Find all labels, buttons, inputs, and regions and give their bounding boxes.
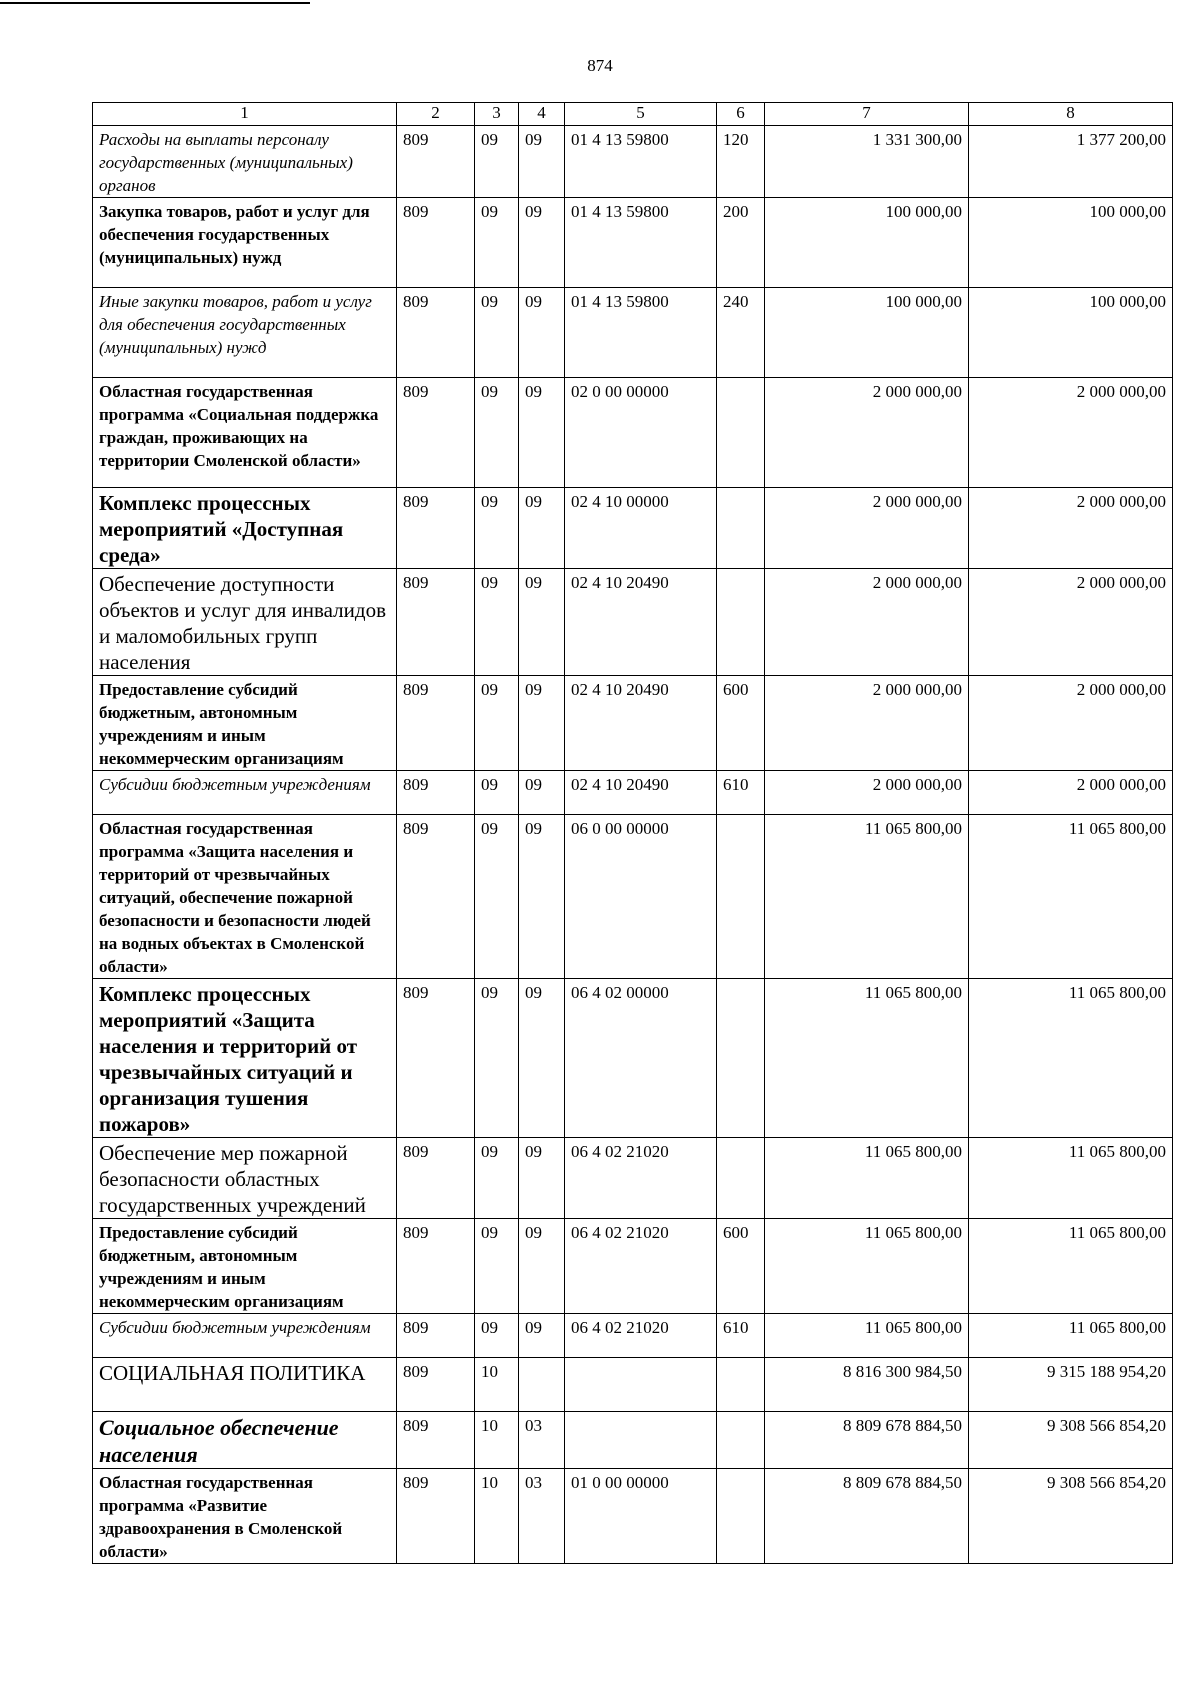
amount-year-2: 9 308 566 854,20 (969, 1412, 1173, 1469)
expense-type-code (717, 1412, 765, 1469)
expense-type-code: 240 (717, 288, 765, 378)
expense-type-code: 200 (717, 198, 765, 288)
subsection-code: 03 (519, 1469, 565, 1564)
target-article-code: 06 4 02 21020 (565, 1314, 717, 1358)
amount-year-1: 8 809 678 884,50 (765, 1469, 969, 1564)
table-body (93, 126, 1173, 1564)
ministry-code: 809 (397, 771, 475, 815)
header-cell: 5 (565, 103, 717, 126)
table-row (93, 1412, 1173, 1469)
table-row (93, 1219, 1173, 1314)
target-article-code: 01 4 13 59800 (565, 126, 717, 198)
ministry-code: 809 (397, 488, 475, 569)
table-row (93, 126, 1173, 198)
expense-type-code (717, 1138, 765, 1219)
subsection-code (519, 1358, 565, 1412)
row-description: Социальное обеспечение населения (93, 1412, 397, 1469)
amount-year-2: 2 000 000,00 (969, 771, 1173, 815)
section-code: 10 (475, 1358, 519, 1412)
amount-year-1: 2 000 000,00 (765, 488, 969, 569)
section-code: 09 (475, 569, 519, 676)
expense-type-code (717, 569, 765, 676)
subsection-code: 09 (519, 771, 565, 815)
table-row (93, 1314, 1173, 1358)
target-article-code: 02 0 00 00000 (565, 378, 717, 488)
header-cell: 6 (717, 103, 765, 126)
amount-year-2: 9 308 566 854,20 (969, 1469, 1173, 1564)
section-code: 09 (475, 1314, 519, 1358)
amount-year-2: 100 000,00 (969, 288, 1173, 378)
amount-year-1: 2 000 000,00 (765, 569, 969, 676)
section-code: 09 (475, 288, 519, 378)
subsection-code: 09 (519, 488, 565, 569)
target-article-code: 06 0 00 00000 (565, 815, 717, 979)
header-cell: 2 (397, 103, 475, 126)
row-description: Комплекс процессных мероприятий «Доступная среда» (93, 488, 397, 569)
expense-type-code (717, 1358, 765, 1412)
top-rule (0, 2, 310, 4)
section-code: 10 (475, 1469, 519, 1564)
target-article-code: 01 4 13 59800 (565, 198, 717, 288)
header-row (93, 103, 1173, 126)
amount-year-2: 1 377 200,00 (969, 126, 1173, 198)
expense-type-code (717, 1469, 765, 1564)
page-number: 874 (587, 56, 613, 75)
header-cell: 7 (765, 103, 969, 126)
amount-year-2: 11 065 800,00 (969, 1219, 1173, 1314)
row-description: Предоставление субсидий бюджетным, автономным учреждениям и иным некоммерческим организациям (93, 1219, 397, 1314)
amount-year-1: 11 065 800,00 (765, 979, 969, 1138)
expense-type-code (717, 815, 765, 979)
row-description: Закупка товаров, работ и услуг для обеспечения государственных (муниципальных) нужд (93, 198, 397, 288)
table-row (93, 198, 1173, 288)
subsection-code: 09 (519, 288, 565, 378)
amount-year-2: 2 000 000,00 (969, 569, 1173, 676)
amount-year-1: 11 065 800,00 (765, 1219, 969, 1314)
amount-year-2: 2 000 000,00 (969, 488, 1173, 569)
row-description: Комплекс процессных мероприятий «Защита населения и территорий от чрезвычайных ситуаций и организация тушения пожаров» (93, 979, 397, 1138)
amount-year-1: 100 000,00 (765, 198, 969, 288)
amount-year-1: 2 000 000,00 (765, 378, 969, 488)
ministry-code: 809 (397, 1314, 475, 1358)
section-code: 09 (475, 815, 519, 979)
row-description: Областная государственная программа «Защита населения и территорий от чрезвычайных ситуаций, обеспечение пожарной безопасности и безопасности людей на водных объектах в Смоленской области» (93, 815, 397, 979)
table-row (93, 676, 1173, 771)
amount-year-1: 2 000 000,00 (765, 771, 969, 815)
row-description: Иные закупки товаров, работ и услуг для обеспечения государственных (муниципальных) нужд (93, 288, 397, 378)
ministry-code: 809 (397, 1219, 475, 1314)
row-description: Субсидии бюджетным учреждениям (93, 771, 397, 815)
section-code: 09 (475, 126, 519, 198)
ministry-code: 809 (397, 569, 475, 676)
target-article-code: 02 4 10 20490 (565, 771, 717, 815)
amount-year-2: 2 000 000,00 (969, 676, 1173, 771)
section-code: 09 (475, 771, 519, 815)
table-row (93, 771, 1173, 815)
section-code: 09 (475, 488, 519, 569)
amount-year-1: 8 816 300 984,50 (765, 1358, 969, 1412)
table-row (93, 378, 1173, 488)
target-article-code: 02 4 10 20490 (565, 676, 717, 771)
ministry-code: 809 (397, 979, 475, 1138)
ministry-code: 809 (397, 1469, 475, 1564)
target-article-code: 06 4 02 21020 (565, 1138, 717, 1219)
row-description: Областная государственная программа «Социальная поддержка граждан, проживающих на территории Смоленской области» (93, 378, 397, 488)
target-article-code: 01 0 00 00000 (565, 1469, 717, 1564)
expense-type-code: 120 (717, 126, 765, 198)
section-code: 09 (475, 1138, 519, 1219)
expense-type-code: 610 (717, 1314, 765, 1358)
expense-type-code (717, 378, 765, 488)
section-code: 09 (475, 979, 519, 1138)
ministry-code: 809 (397, 676, 475, 771)
ministry-code: 809 (397, 1138, 475, 1219)
amount-year-2: 9 315 188 954,20 (969, 1358, 1173, 1412)
expense-type-code: 610 (717, 771, 765, 815)
header-cell: 3 (475, 103, 519, 126)
target-article-code: 06 4 02 21020 (565, 1219, 717, 1314)
amount-year-1: 100 000,00 (765, 288, 969, 378)
expense-type-code: 600 (717, 1219, 765, 1314)
table-row (93, 979, 1173, 1138)
header-cell: 1 (93, 103, 397, 126)
amount-year-2: 11 065 800,00 (969, 979, 1173, 1138)
table-row (93, 488, 1173, 569)
subsection-code: 09 (519, 569, 565, 676)
amount-year-2: 11 065 800,00 (969, 1314, 1173, 1358)
row-description: Обеспечение доступности объектов и услуг для инвалидов и маломобильных групп населения (93, 569, 397, 676)
expense-type-code (717, 979, 765, 1138)
target-article-code: 02 4 10 20490 (565, 569, 717, 676)
subsection-code: 09 (519, 1314, 565, 1358)
header-cell: 8 (969, 103, 1173, 126)
row-description: Предоставление субсидий бюджетным, автономным учреждениям и иным некоммерческим организациям (93, 676, 397, 771)
target-article-code: 02 4 10 00000 (565, 488, 717, 569)
subsection-code: 09 (519, 1219, 565, 1314)
amount-year-1: 1 331 300,00 (765, 126, 969, 198)
ministry-code: 809 (397, 1358, 475, 1412)
row-description: Обеспечение мер пожарной безопасности областных государственных учреждений (93, 1138, 397, 1219)
expense-type-code (717, 488, 765, 569)
table-row (93, 1469, 1173, 1564)
table-row (93, 569, 1173, 676)
section-code: 09 (475, 198, 519, 288)
amount-year-2: 11 065 800,00 (969, 1138, 1173, 1219)
target-article-code (565, 1412, 717, 1469)
row-description: Областная государственная программа «Развитие здравоохранения в Смоленской области» (93, 1469, 397, 1564)
ministry-code: 809 (397, 198, 475, 288)
subsection-code: 09 (519, 979, 565, 1138)
expense-type-code: 600 (717, 676, 765, 771)
amount-year-1: 11 065 800,00 (765, 1314, 969, 1358)
subsection-code: 03 (519, 1412, 565, 1469)
row-description: СОЦИАЛЬНАЯ ПОЛИТИКА (93, 1358, 397, 1412)
ministry-code: 809 (397, 126, 475, 198)
subsection-code: 09 (519, 198, 565, 288)
table-row (93, 815, 1173, 979)
ministry-code: 809 (397, 378, 475, 488)
header-cell: 4 (519, 103, 565, 126)
table-row (93, 288, 1173, 378)
target-article-code: 01 4 13 59800 (565, 288, 717, 378)
amount-year-1: 2 000 000,00 (765, 676, 969, 771)
row-description: Расходы на выплаты персоналу государственных (муниципальных) органов (93, 126, 397, 198)
target-article-code (565, 1358, 717, 1412)
table-row (93, 1358, 1173, 1412)
amount-year-1: 11 065 800,00 (765, 815, 969, 979)
section-code: 09 (475, 676, 519, 771)
subsection-code: 09 (519, 378, 565, 488)
amount-year-2: 100 000,00 (969, 198, 1173, 288)
subsection-code: 09 (519, 1138, 565, 1219)
ministry-code: 809 (397, 1412, 475, 1469)
amount-year-1: 11 065 800,00 (765, 1138, 969, 1219)
ministry-code: 809 (397, 288, 475, 378)
amount-year-1: 8 809 678 884,50 (765, 1412, 969, 1469)
subsection-code: 09 (519, 676, 565, 771)
section-code: 10 (475, 1412, 519, 1469)
ministry-code: 809 (397, 815, 475, 979)
subsection-code: 09 (519, 815, 565, 979)
amount-year-2: 11 065 800,00 (969, 815, 1173, 979)
section-code: 09 (475, 1219, 519, 1314)
amount-year-2: 2 000 000,00 (969, 378, 1173, 488)
section-code: 09 (475, 378, 519, 488)
row-description: Субсидии бюджетным учреждениям (93, 1314, 397, 1358)
table-row (93, 1138, 1173, 1219)
subsection-code: 09 (519, 126, 565, 198)
target-article-code: 06 4 02 00000 (565, 979, 717, 1138)
budget-table (92, 102, 1173, 1564)
